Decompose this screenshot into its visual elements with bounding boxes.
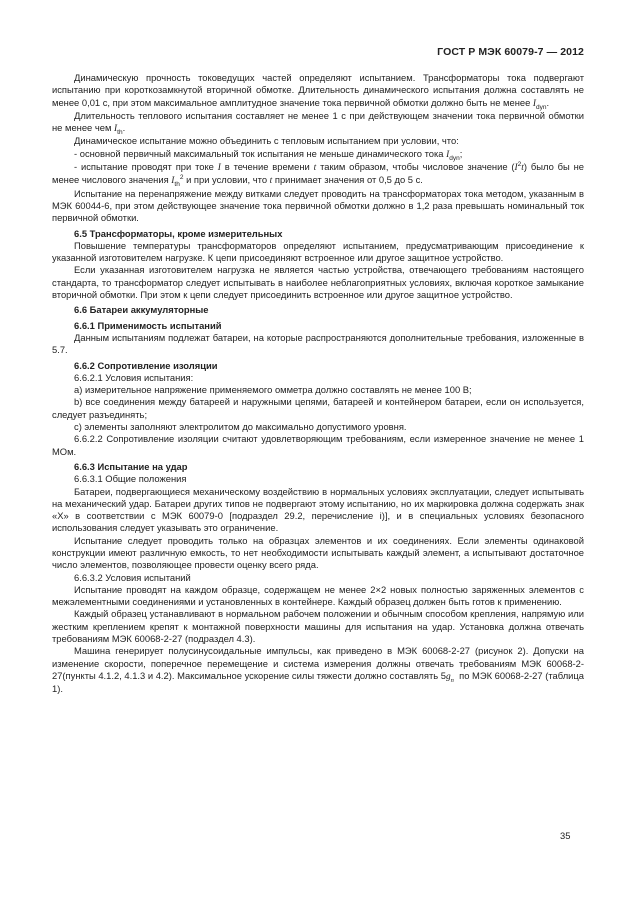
page-number: 35 xyxy=(560,830,571,841)
paragraph-temperature-rise: Повышение температуры трансформаторов определяют испытанием, предусматривающим присоединение к указанной изготовителем нагрузке. К цепи присоединяют встроенное или другое защитное устройство. xyxy=(52,239,584,264)
document-page xyxy=(52,46,584,696)
paragraph-overvoltage: Испытание на перенапряжение между витками следует проводить на трансформаторах тока методом, указанным в МЭК 60044-6, при этом действующее значение тока первичной обмотки должно в 1,2 раза превышать номинальный ток первичной обмотки. xyxy=(52,187,584,224)
section-heading-6-6: 6.6 Батареи аккумуляторные xyxy=(74,304,209,316)
paragraph-6-6-3-2: 6.6.3.2 Условия испытаний xyxy=(74,571,191,583)
list-item-a: a) измерительное напряжение применяемого омметра должно составлять не менее 100 В; xyxy=(74,384,472,396)
paragraph-mounting: Каждый образец устанавливают в нормальном рабочем положении и обычным способом крепления, напрямую или жестким креплением крепят к монтажной поверхности машины для испытания на удар. Установка должна отвечать требованиям МЭК 60068-2-27 (подраздел 4.3). xyxy=(52,608,584,645)
section-heading-6-6-2: 6.6.2 Сопротивление изоляции xyxy=(74,359,218,371)
section-heading-6-6-3: 6.6.3 Испытание на удар xyxy=(74,460,188,472)
paragraph-test-sample: Испытание проводят на каждом образце, содержащем не менее 2×2 новых полностью заряженных элементов с межэлементными соединениями и установленных в контейнере. Каждый образец должен быть готов к применению. xyxy=(52,583,584,608)
paragraph-condition-1: - основной первичный максимальный ток испытания не меньше динамического тока $I_{dyn}$; xyxy=(74,147,463,162)
list-item-c: c) элементы заполняют электролитом до максимально допустимого уровня. xyxy=(74,421,407,433)
paragraph-6-6-2-1: 6.6.2.1 Условия испытания: xyxy=(74,371,194,383)
paragraph-samples: Испытание следует проводить только на образцах элементов и их соединениях. Если элементы одинаковой конструкции имеют различную емкость, то нет необходимости испытывать каждый элемент, а испытывают достаточное число элементов, позволяющее провести оценку всего ряда. xyxy=(52,534,584,571)
paragraph-dynamic-strength: Динамическую прочность токоведущих частей определяют испытанием. Трансформаторы тока подвергают испытанию при короткозамкнутой вторичной обмотке. Длительность динамического испытания должна составлять не менее 0,01 с, при этом максимальное амплитудное значение тока первичной обмотки должно быть не менее $I_{dyn}$. xyxy=(52,72,584,111)
running-header: ГОСТ Р МЭК 60079-7 — 2012 xyxy=(437,46,584,58)
paragraph-6-6-2-2: 6.6.2.2 Сопротивление изоляции считают удовлетворяющим требованиям, если измеренное значение не менее 1 МОм. xyxy=(52,433,584,457)
paragraph-machine: Машина генерирует полусинусоидальные импульсы, как приведено в МЭК 60068-2-27 (рисунок 2). Допуски на изменение скорости, поперечное перемещение и система измерения должны отвечать требованиям МЭК 60068-2-27(пункты 4.1.2, 4.1.3 и 4.2). Максимальное ускорение силы тяжести должно составлять $5g_n$ по МЭК 60068-2-27 (таблица 1). xyxy=(52,645,584,695)
section-heading-6-6-1: 6.6.1 Применимость испытаний xyxy=(74,319,222,331)
paragraph-load: Если указанная изготовителем нагрузка не является частью устройства, отвечающего требованиям настоящего стандарта, то трансформатор следует испытывать в наиболее неблагоприятных условиях, включая короткое замыкание вторичной обмотки. При этом к цепи следует присоединить встроенное или другое защитное устройство. xyxy=(52,264,584,301)
paragraph-thermal-duration: Длительность теплового испытания составляет не менее 1 с при действующем значении тока первичной обмотки не менее чем $I_{th}$. xyxy=(52,109,584,137)
section-heading-6-5: 6.5 Трансформаторы, кроме измерительных xyxy=(74,227,283,239)
paragraph-mechanical-impact: Батареи, подвергающиеся механическому воздействию в нормальных условиях эксплуатации, следует испытывать на механический удар. Батареи других типов не подвергают этому испытанию, но их маркировка должна содержать знак «X» в соответствии с МЭК 60079-0 [подраздел 29.2, перечисление i)], и в специальных условиях безопасного использования следует указывать это ограничение. xyxy=(52,485,584,534)
paragraph-condition-2: - испытание проводят при токе I в течение времени t таким образом, чтобы числовое значение $(I^2t)$ было бы не менее числового значения $I_{th}^2$ и при условии, что t принимает значения от 0,5 до 5 с. xyxy=(52,160,584,189)
paragraph-combined-test: Динамическое испытание можно объединить с тепловым испытанием при условии, что: xyxy=(74,135,459,147)
paragraph-6-6-3-1: 6.6.3.1 Общие положения xyxy=(74,473,187,485)
paragraph-applicability: Данным испытаниям подлежат батареи, на которые распространяются дополнительные требования, изложенные в 5.7. xyxy=(52,331,584,356)
list-item-b: b) все соединения между батареей и наружными цепями, батареей и контейнером батареи, если он используется, следует разъединять; xyxy=(52,396,584,420)
